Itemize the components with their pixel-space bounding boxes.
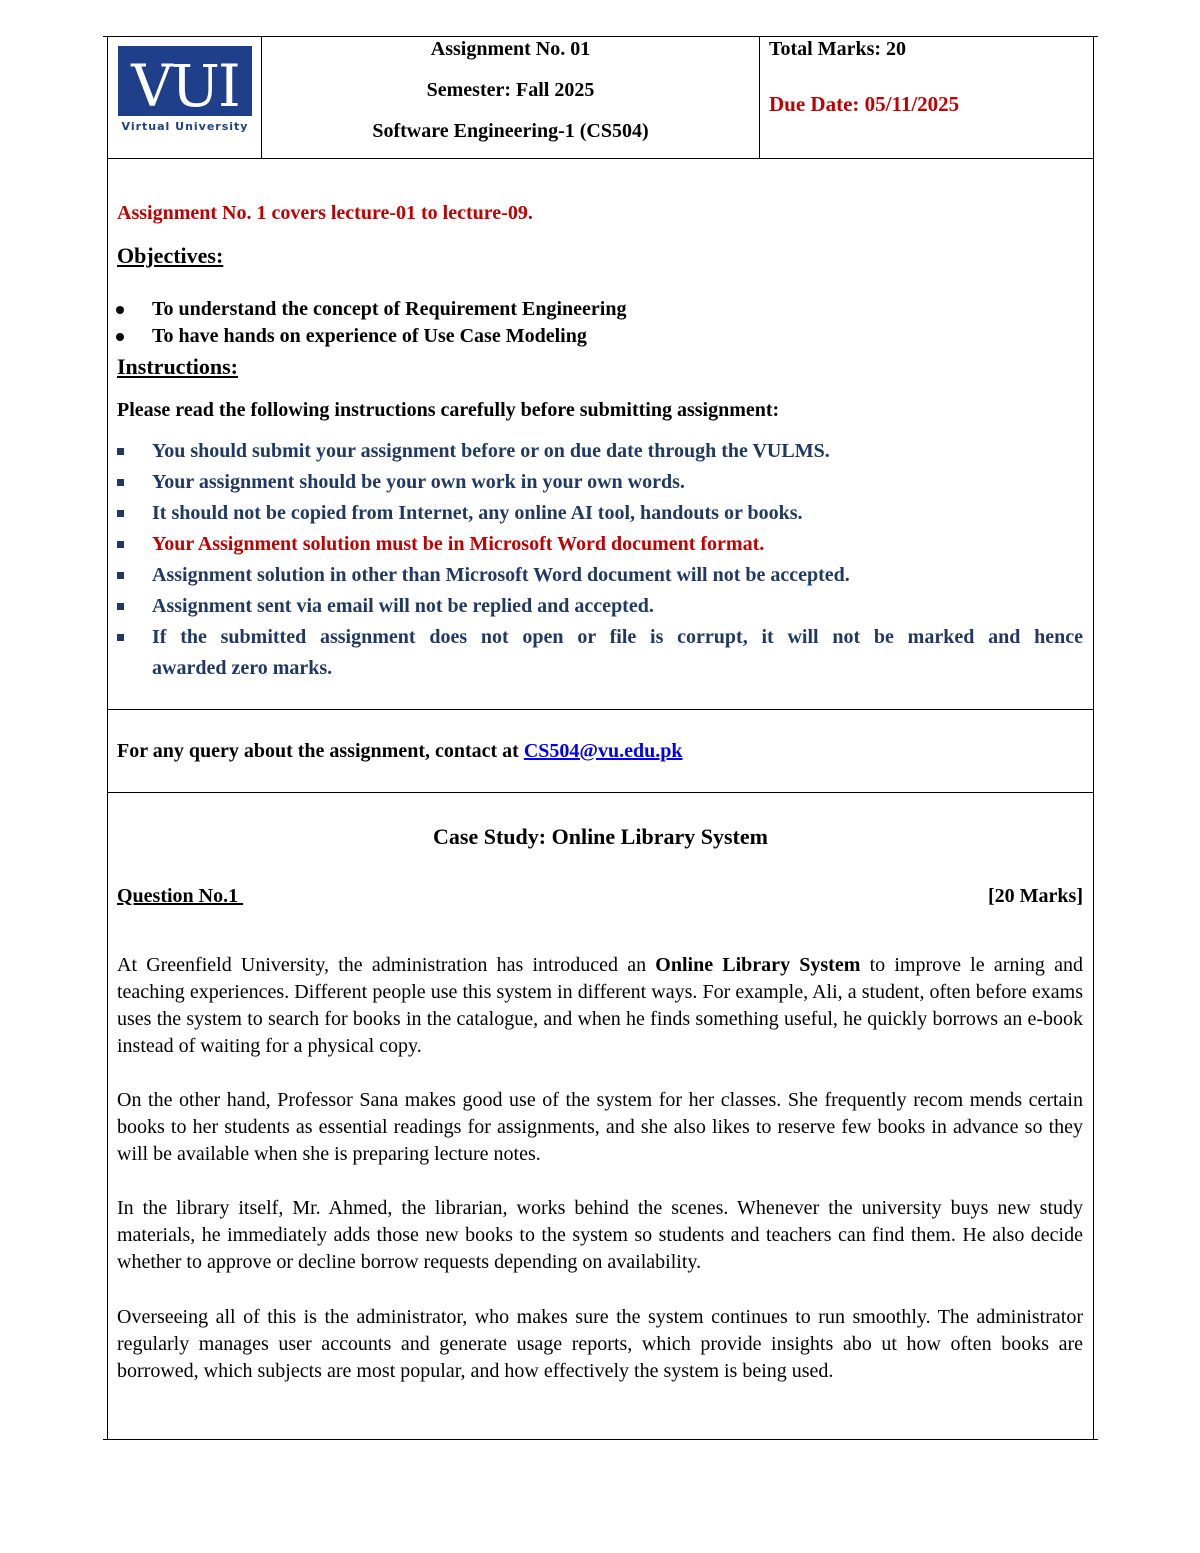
square-bullet-icon: [117, 572, 124, 579]
contact-line: [117, 740, 683, 763]
instructions-intro: Please read the following instructions carefully before submitting assignment:: [117, 399, 780, 421]
case-paragraph-3: In the library itself, Mr. Ahmed, the librarian, works behind the scenes. Whenever the university buys new study materials, he immediately adds those new books to the system so students and teachers can find them. He also decide whether to approve or decline borrow requests depending on availability.: [117, 1197, 1083, 1273]
corner-tick: [103, 36, 107, 37]
contact-email-link[interactable]: CS504@vu.edu.pk: [523, 740, 683, 762]
header-bottom-rule: [107, 158, 1094, 159]
square-bullet-icon: [117, 541, 124, 548]
coverage-note: Assignment No. 1 covers lecture-01 to lecture-09.: [117, 202, 533, 224]
square-bullet-icon: [117, 479, 124, 486]
bullet-icon: [116, 333, 124, 341]
question-label: Question No.1: [117, 885, 244, 907]
para1-end: to improve le arning and teaching experiences. Different people use this system in different ways. For example, Ali, a student, often before exams uses the system to search for books in the catalogue, and when he finds something useful, he quickly borrows an e-book instead of waiting for a physical copy.: [117, 954, 1083, 1057]
square-bullet-icon: [117, 634, 124, 641]
assignment-number: Assignment No. 01: [430, 38, 591, 60]
course-title: Software Engineering-1 (CS504): [372, 120, 649, 142]
case-paragraph-4: Overseeing all of this is the administrator, who makes sure the system continues to run smoothly. The administrator regularly manages user accounts and generate usage reports, which provide insights abo ut how often books are borrowed, which subjects are most popular, and how effectively the system is being used.: [117, 1306, 1083, 1382]
objective-item: To understand the concept of Requirement Engineering: [152, 298, 627, 320]
instruction-item: Your assignment should be your own work in your own words.: [152, 471, 685, 493]
square-bullet-icon: [117, 448, 124, 455]
instruction-item: Assignment sent via email will not be replied and accepted.: [152, 595, 654, 617]
square-bullet-icon: [117, 603, 124, 610]
instruction-item: You should submit your assignment before or on due date through the VULMS.: [152, 440, 830, 462]
vu-logo-graphic: [114, 44, 254, 136]
contact-bottom-rule: [107, 792, 1094, 793]
header-divider-right: [759, 36, 760, 159]
contact-text: For any query about the assignment, contact at: [117, 740, 524, 762]
case-study-title: Case Study: Online Library System: [433, 824, 768, 849]
square-bullet-icon: [117, 510, 124, 517]
semester: Semester: Fall 2025: [426, 79, 595, 101]
logo-letters: VUI: [131, 52, 239, 120]
instruction-item-highlight: Your Assignment solution must be in Microsoft Word document format.: [152, 533, 765, 555]
case-paragraph-1: [117, 952, 1083, 1060]
corner-tick: [103, 1439, 107, 1440]
vu-logo: [114, 44, 254, 136]
bullet-icon: [116, 306, 124, 314]
system-name: Online Library System: [655, 954, 861, 976]
objective-item: To have hands on experience of Use Case Modeling: [152, 325, 587, 347]
question-marks: [20 Marks]: [988, 885, 1083, 907]
objectives-title: Objectives:: [117, 243, 224, 268]
instruction-item: If the submitted assignment does not open or file is corrupt, it will not be marked and hence: [152, 626, 1083, 648]
instructions-title: Instructions:: [117, 354, 239, 379]
due-date: Due Date: 05/11/2025: [769, 92, 960, 116]
instruction-item-continued: awarded zero marks.: [152, 657, 333, 679]
corner-tick: [1094, 1439, 1098, 1440]
instruction-item: Assignment solution in other than Microsoft Word document will not be accepted.: [152, 564, 850, 586]
instructions-bottom-rule: [107, 709, 1094, 710]
logo-text: Virtual University: [121, 120, 249, 133]
para1-start: At Greenfield University, the administration has introduced an: [117, 954, 656, 976]
instruction-item: It should not be copied from Internet, any online AI tool, handouts or books.: [152, 502, 803, 524]
total-marks: Total Marks: 20: [769, 38, 907, 60]
corner-tick: [1094, 36, 1098, 37]
case-paragraph-2: On the other hand, Professor Sana makes good use of the system for her classes. She frequently recom mends certain books to her students as essential readings for assignments, and she also likes to reserve few books in advance so they will be available when she is preparing lecture notes.: [117, 1089, 1083, 1165]
